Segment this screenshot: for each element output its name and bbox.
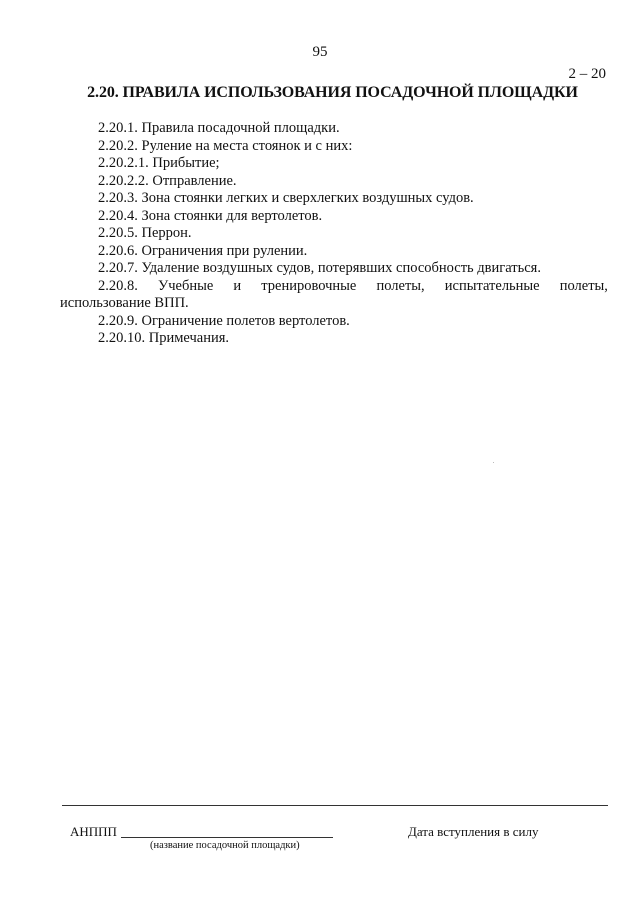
section-contents	[60, 120, 608, 348]
scan-speck	[493, 462, 494, 463]
toc-word: 2.20.8.	[98, 277, 138, 294]
footer-divider	[62, 805, 608, 806]
toc-item: 2.20.5. Перрон.	[98, 225, 192, 241]
toc-item: 2.20.6. Ограничения при рулении.	[98, 242, 308, 259]
toc-item: 2.20.4. Зона стоянки для вертолетов.	[98, 207, 323, 224]
toc-item: 2.20.2.1. Прибытие;	[98, 155, 220, 171]
toc-item-long	[60, 278, 608, 313]
toc-item: 2.20.10. Примечания.	[98, 330, 230, 346]
footer-left-label: АНППП	[70, 824, 117, 839]
footer-caption: (название посадочной площадки)	[150, 840, 300, 851]
toc-item: 2.20.7. Удаление воздушных судов, потерявших способность двигаться.	[98, 260, 541, 276]
toc-item: 2.20.2. Руление на места стоянок и с них:	[98, 137, 353, 154]
toc-word: тренировочные	[261, 277, 357, 294]
toc-word: полеты,	[559, 277, 608, 294]
footer-effective-date-label: Дата вступления в силу	[408, 824, 539, 839]
toc-item-long-first-line	[60, 278, 608, 296]
toc-item: 2.20.2.2. Отправление.	[98, 172, 237, 189]
toc-item: 2.20.9. Ограничение полетов вертолетов.	[98, 312, 350, 329]
toc-word: полеты,	[376, 277, 425, 294]
footer-site-field	[70, 824, 333, 840]
section-code: 2 – 20	[568, 66, 606, 82]
toc-word: испытательные	[444, 277, 540, 294]
section-heading: 2.20. ПРАВИЛА ИСПОЛЬЗОВАНИЯ ПОСАДОЧНОЙ ПЛОЩАДКИ	[87, 84, 578, 101]
toc-item: 2.20.3. Зона стоянки легких и сверхлегких воздушных судов.	[98, 190, 474, 206]
toc-word: Учебные	[157, 277, 214, 294]
toc-word: и	[233, 277, 242, 294]
site-name-blank-line	[121, 825, 333, 838]
page-number: 95	[312, 44, 328, 60]
toc-item: 2.20.1. Правила посадочной площадки.	[98, 120, 340, 136]
toc-item-long-continuation: использование ВПП.	[60, 295, 189, 311]
